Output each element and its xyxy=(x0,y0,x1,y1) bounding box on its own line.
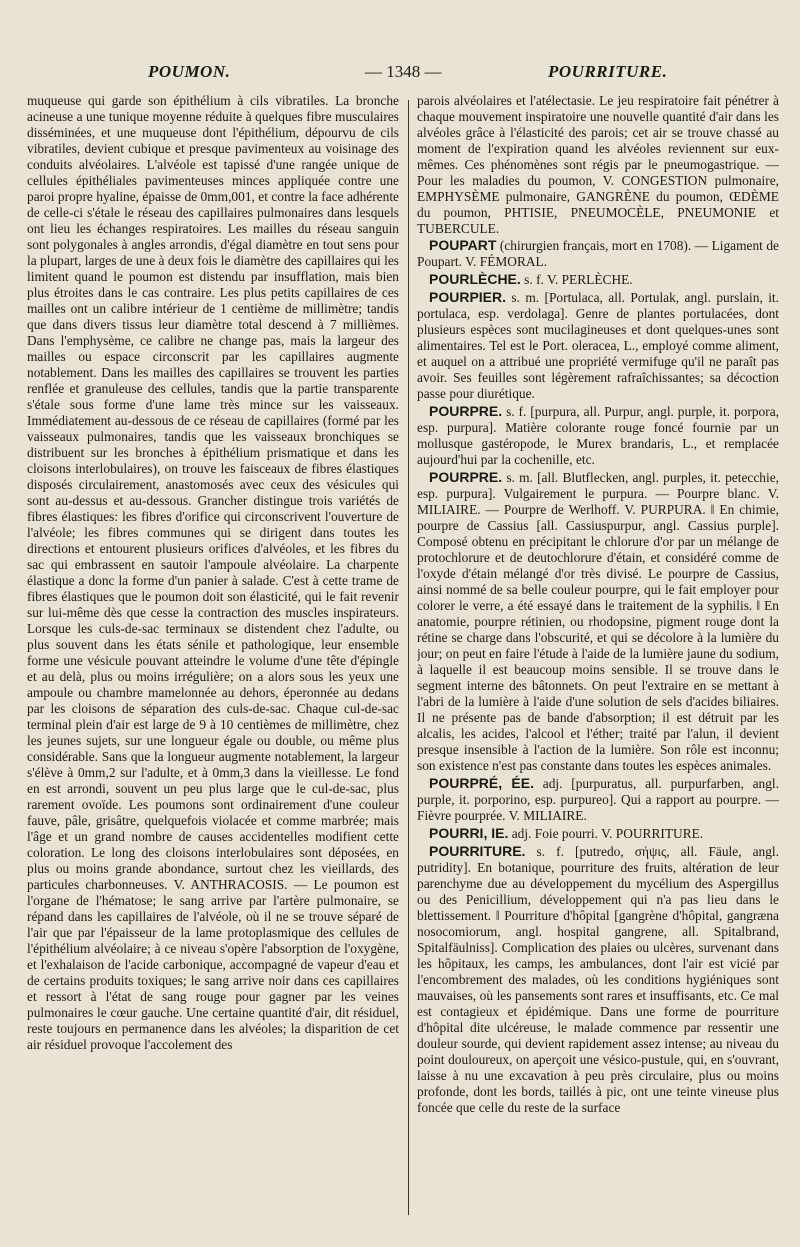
running-header xyxy=(40,58,780,88)
entry-body: s. f. [putredo, σήψις, all. Fäule, angl. putridity]. En botanique, pourriture des fruits, altération de leur parenchyme due au développement du mycélium des Aspergillus ou des Penicillium, développement qui n'a pas lieu dans le blettissement. ‖ Pourriture d'hôpital [gangrène d'hôpital, gangræna nosocomiorum, angl. hospital gangrene, all. Spitalbrand, Spitalfäulniss]. Complication des plaies ou ulcères, survenant dans les hôpitaux, les camps, les ambulances, dont l'air est vicié par l'encombrement des malades, où les conditions hygiéniques sont mauvaises, où les pansements sont rares et insuffisants, etc. Ce mal est contagieux et épidémique. Dans une forme de pourriture d'hôpital dite ulcéreuse, le malade commence par ressentir une douleur sourde, qui devient rapidement assez intense; au niveau du point douloureux, on aperçoit une vésico-pustule, qui, en s'ouvrant, laisse à nu une excavation à peu près circulaire, plus ou moins profonde, dont les bords, taillés à pic, ont une teinte vineuse plus foncée que celle du reste de la surface xyxy=(417,844,779,1115)
header-left-word: POUMON. xyxy=(148,62,231,81)
entry-headword: POURRI, IE. xyxy=(429,825,509,841)
entry-body: adj. Foie pourri. V. POURRITURE. xyxy=(511,826,704,841)
entry-pourpre-adj xyxy=(417,775,779,824)
entry-pourpier xyxy=(417,289,779,402)
entry-headword: POURPRÉ, ÉE. xyxy=(429,775,534,791)
entry-body: s. m. [Portulaca, all. Portulak, angl. purslain, it. portulaca, esp. verdolaga]. Genre de plantes portulacées, dont plusieurs espèces sont mucilagineuses et dont quelques-unes sont alimentaires. Tel est le Port. oleracea, L., employé comme aliment, et auquel on a attribué une propriété vermifuge qu'il ne paraît pas avoir. Ses feuilles sont légèrement rafraîchissantes; sa décoction passe pour diurétique. xyxy=(417,290,779,401)
entry-body: adj. [purpuratus, all. purpurfarben, angl. purple, it. porporino, esp. purpureo]. Qui a rapport au pourpre. — Fièvre pourprée. V. MILIAIRE. xyxy=(417,776,779,823)
entry-pourriture xyxy=(417,843,779,1116)
entry-headword: POURPRE. xyxy=(429,469,503,485)
entry-headword: POURLÈCHE. xyxy=(429,271,521,287)
entry-pourri xyxy=(417,825,779,842)
entry-headword: POURPRE. xyxy=(429,403,503,419)
entry-headword: POURRITURE. xyxy=(429,843,526,859)
entry-pourleche xyxy=(417,271,779,288)
entry-body: s. f. [purpura, all. Purpur, angl. purple, it. porpora, esp. purpura]. Matière colorante rouge foncé fournie par un mollusque gastéropode, le Murex brandaris, L., et remplacée aujourd'hui par la cochenille, etc. xyxy=(417,404,779,467)
left-column xyxy=(27,93,399,1223)
entry-body: (chirurgien français, mort en 1708). — Ligament de Poupart. V. FÉMORAL. xyxy=(417,238,779,269)
entry-headword: POUPART xyxy=(429,237,497,253)
column-divider xyxy=(408,100,409,1215)
entry-poupart xyxy=(417,237,779,270)
entry-pourpre-m xyxy=(417,469,779,774)
header-right-word: POURRITURE. xyxy=(548,62,668,81)
entry-headword: POURPIER. xyxy=(429,289,507,305)
right-column xyxy=(417,93,779,1223)
entry-body: s. f. V. PERLÈCHE. xyxy=(524,272,633,287)
entry-pourpre-f xyxy=(417,403,779,468)
right-column-intro: parois alvéolaires et l'atélectasie. Le jeu respiratoire fait pénétrer à chaque mouvement inspiratoire une nouvelle quantité d'air dans les alvéoles grâce à l'élasticité des parois; cet air se trouve chassé au moment de l'expiration quand les alvéoles reviennent sur eux-mêmes. Ces phénomènes sont régis par le pneumogastrique. — Pour les maladies du poumon, V. CONGESTION pulmonaire, EMPHYSÈME pulmonaire, GANGRÈNE du poumon, ŒDÈME du poumon, PHTISIE, PNEUMOCÈLE, PNEUMONIE et TUBERCULE. xyxy=(417,93,779,236)
page-number: — 1348 — xyxy=(365,62,442,81)
entry-body: s. m. [all. Blutflecken, angl. purples, it. petecchie, esp. purpura]. Vulgairement le purpura. — Pourpre blanc. V. MILIAIRE. — Pourpre de Werlhoff. V. PURPURA. ‖ En chimie, pourpre de Cassius [all. Cassiuspurpur, angl. Cassius purple]. Composé obtenu en précipitant le chlorure d'or par un mélange de protochlorure et de deutochlorure d'étain, et considéré comme de l'oxyde d'étain mélangé d'or très divisé. Le pourpre de Cassius, ainsi nommé de sa belle couleur pourpre, qui le fait employer pour colorer le verre, a été essayé dans le traitement de la syphilis. ‖ En anatomie, pourpre rétinien, ou rhodopsine, pigment rouge dont la rétine se charge dans l'obscurité, et qui se décolore à la lumière du jour; on peut en faire l'étude à l'aide de la lumière jaune du sodium, à laquelle il est beaucoup moins sensible. Il se trouve dans le segment interne des bâtonnets. On peut l'extraire en se mettant à l'abri de la lumière à l'aide d'une solution de sels d'acides biliaires. Il ne présente pas de bande d'absorption; il est détruit par les alcalis, les acides, l'alcool et l'éther; traité par l'alun, il devient presque insensible à l'action de la lumière. Son rôle est inconnu; son existence n'est pas constante dans toutes les espèces animales. xyxy=(417,470,779,773)
left-column-text: muqueuse qui garde son épithélium à cils vibratiles. La bronche acineuse a une tunique moyenne réduite à quelques fibre musculaires disséminées, et une muqueuse dont l'épithélium, dépourvu de cils vibratiles, devient cubique et presque pavimenteux au voisinage des conduits alvéolaires. L'alvéole est tapissé d'une rangée unique de cellules épithéliales pavimenteuses minces appliquée contre une paroi propre hyaline, épaisse de 0mm,001, et contre la face adhérente de celle-ci s'étale le réseau des capillaires pulmonaires dans lesquels ont lieu les échanges respiratoires. Les mailles du réseau sanguin sont polygonales à angles arrondis, d'égal diamètre en tout sens pour la plupart, larges de une à deux fois le diamètre des capillaires qui les limitent quand le poumon est distendu par insufflation, mais bien plus étroites dans le cas contraire. Les plus petits capillaires de ces mailles ont un calibre intérieur de 1 centième de millimètre; tandis que dans divers tissus leur diamètre total descend à 7 millièmes. Dans l'emphysème, ce calibre ne change pas, mais la largeur des mailles ou espace circonscrit par les capillaires augmente notablement. Dans les mailles des capillaires se trouvent les parties renflée et granuleuse des cellules, tandis que la partie transparente s'étale sous forme d'une lame très mince sur les vaisseaux. Immédiatement au-dessous de ce réseau de capillaires (formé par les vaisseaux pulmonaires, tandis que les vaisseaux bronchiques se distribuent sur les bronches à épithélium prismatique et dans les cloisons interlobulaires), on trouve les faisceaux de fibres élastiques disposés circulairement, anastomosés avec ceux des vésicules qui sont au-dessus et au-dessous. Grancher distingue trois variétés de fibres élastiques: les fibres d'orifice qui circonscrivent l'ouverture de l'alvéole; les fibres communes qui se dirigent dans toutes les directions et entourent plusieurs orifices d'alvéoles, et les fibres du sac qui embrassent en sautoir l'ampoule alvéolaire. La charpente élastique a donc la forme d'un panier à salade. C'est à cette trame de fibres élastiques que le poumon doit son élasticité, qui le fait revenir sur lui-même dès que cesse la contraction des muscles inspirateurs. Lorsque les culs-de-sac terminaux se distendent chez l'adulte, ou plus souvent dans les états sénile et pathologique, leur ensemble forme une vésicule pouvant atteindre le volume d'une tête d'épingle et au delà, plus ou moins irrégulière; on a alors sous les yeux une ampoule ou chambre mamelonnée au dehors, éperonnée au dedans par les cloisons de séparation des culs-de-sac. Chaque cul-de-sac terminal plein d'air est large de 9 à 10 centièmes de millimètre, chez les jeunes sujets, sur une longueur égale ou double, ou même plus considérable. Sans que la longueur augmente notablement, la largeur s'élève à 0mm,2 sur l'adulte, et à 0mm,3 dans la vieillesse. Le fond en est arrondi, souvent un peu plus large que le cul-de-sac, plus rarement ovoïde. Les poumons sont ordinairement d'une couleur fauve, pâle, grisâtre, quelquefois violacée et comme marbrée; mais l'âge et un grand nombre de causes accidentelles modifient cette coloration. Le long des cloisons interlobulaires sont déposées, en plus ou moins grande abondance, surtout chez les vieillards, des particules charbonneuses. V. ANTHRACOSIS. — Le poumon est l'organe de l'hématose; le sang arrive par l'artère pulmonaire, se répand dans les capillaires de l'alvéole, où il ne se trouve séparé de l'air que par l'épaisseur de la lame protoplasmique des cellules de l'épithélium alvéolaire; à ce niveau s'opère l'absorption de l'oxygène, et l'exhalaison de l'acide carbonique, accompagné de vapeur d'eau et de certains produits toxiques; le sang arrive noir dans ces capillaires et ressort à l'état de sang rouge pour gagner par les veines pulmonaires le cœur gauche. Une certaine quantité d'air, dit résiduel, reste toujours en permanence dans les alvéoles; la disparition de cet air résiduel provoque l'accolement des xyxy=(27,93,399,1052)
